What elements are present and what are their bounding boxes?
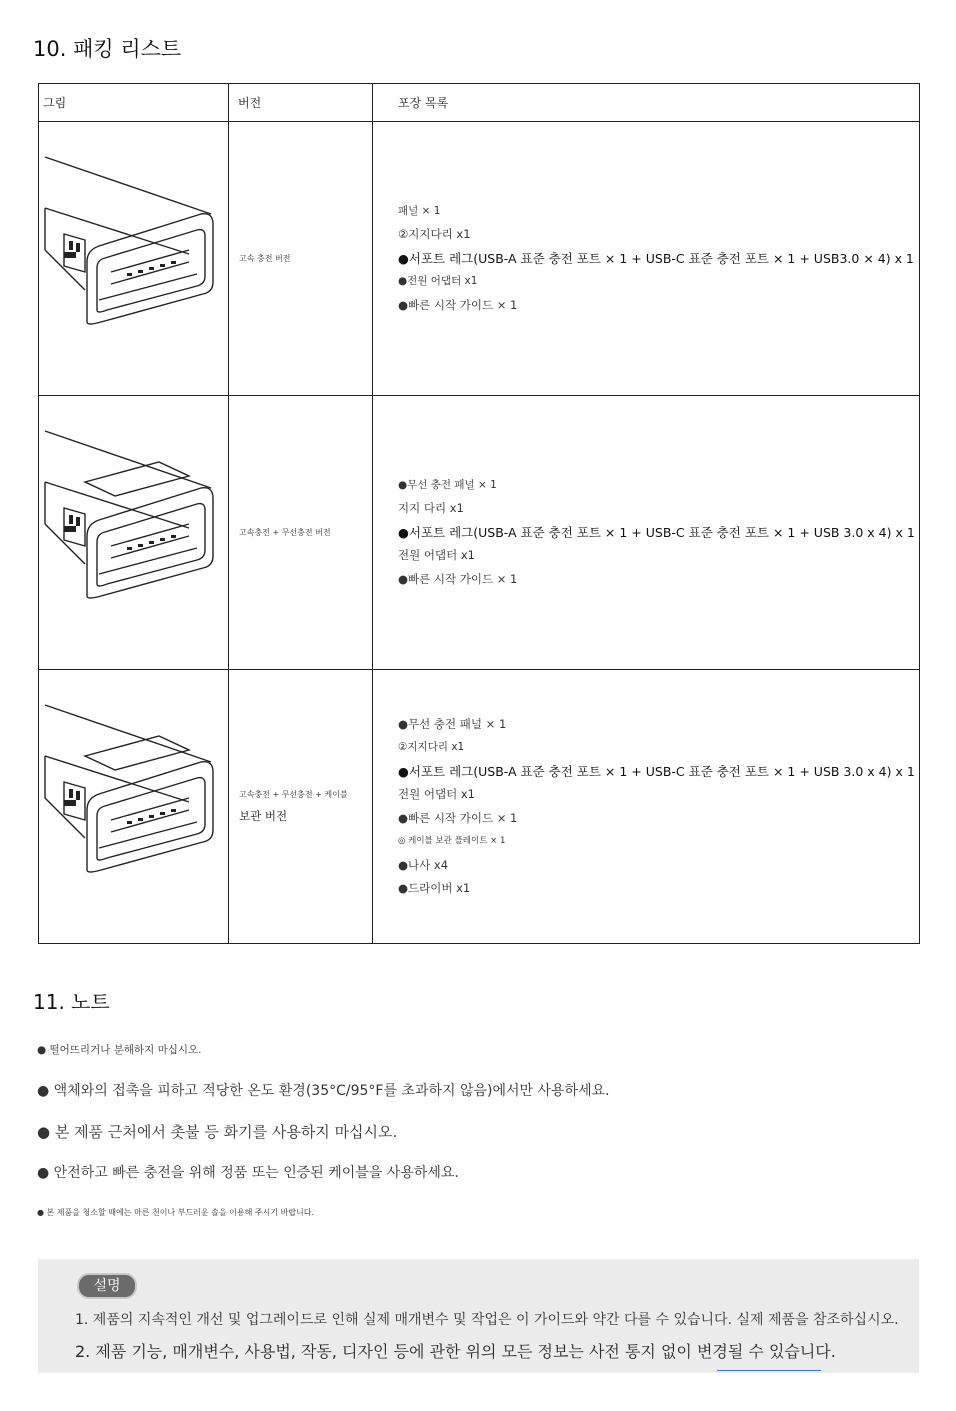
monitor-stand-wireless-charger-icon — [39, 396, 227, 669]
list-item: ●빠른 시작 가이드 × 1 — [398, 810, 518, 825]
list-item: 전원 어댑터 x1 — [398, 787, 475, 801]
version-cell — [229, 122, 373, 396]
description-box — [38, 1259, 919, 1373]
header-image: 그림 — [39, 84, 229, 122]
table-row — [39, 670, 920, 944]
packing-list-title: 10. 패킹 리스트 — [33, 37, 182, 61]
list-item: ●빠른 시작 가이드 × 1 — [398, 571, 518, 586]
notes-title: 11. 노트 — [33, 990, 110, 1014]
list-item: ●서포트 레그(USB-A 표준 충전 포트 × 1 + USB-C 표준 충전 포트 × 1 + USB 3.0 x 4) x 1 — [398, 763, 915, 779]
note-item: ● 안전하고 빠른 충전을 위해 정품 또는 인증된 케이블을 사용하세요. — [37, 1165, 459, 1181]
list-item: ●무선 충전 패널 × 1 — [398, 478, 497, 491]
list-item: ●서포트 레그(USB-A 표준 충전 포트 × 1 + USB-C 표준 충전 포트 × 1 + USB 3.0 x 4) x 1 — [398, 524, 915, 540]
package-list-cell — [373, 670, 920, 944]
version-label: 고속충전 + 무선충전 버전 — [239, 528, 331, 537]
list-item: 지지 다리 x1 — [398, 501, 464, 516]
package-list-cell — [373, 122, 920, 396]
list-item: 패널 × 1 — [398, 204, 441, 217]
list-item: ●무선 충전 패널 × 1 — [398, 716, 507, 731]
list-item: ●드라이버 x1 — [398, 881, 471, 895]
list-item: ②지지다리 x1 — [398, 227, 471, 242]
list-item: ●전원 어댑터 x1 — [398, 275, 478, 288]
note-item: ● 본 제품 근처에서 촛불 등 화기를 사용하지 마십시오. — [37, 1123, 398, 1141]
description-line: 1. 제품의 지속적인 개선 및 업그레이드로 인해 실제 매개변수 및 작업은 이 가이드와 약간 다를 수 있습니다. 실제 제품을 참조하십시오. — [75, 1312, 899, 1328]
table-row — [39, 396, 920, 670]
version-cell — [229, 396, 373, 670]
packing-table — [38, 83, 920, 944]
table-row — [39, 122, 920, 396]
version-label: 고속충전 + 무선충전 + 케이블 — [239, 790, 348, 799]
description-line: 2. 제품 기능, 매개변수, 사용법, 작동, 디자인 등에 관한 위의 모든 정보는 사전 통지 없이 변경될 수 있습니다. — [75, 1342, 836, 1361]
monitor-stand-usb-hub-icon — [39, 122, 227, 395]
note-item: ● 떨어뜨리거나 분해하지 마십시오. — [37, 1044, 202, 1056]
description-badge: 설명 — [77, 1273, 137, 1299]
version-label-continued: 보관 버전 — [239, 809, 288, 823]
header-version: 버전 — [229, 84, 373, 122]
list-item: ●나사 x4 — [398, 857, 449, 872]
product-image-cell — [39, 396, 229, 670]
note-item: ● 본 제품을 청소할 때에는 마른 천이나 부드러운 솔을 이용해 주시기 바랍니다. — [37, 1208, 315, 1217]
product-image-cell — [39, 122, 229, 396]
list-item: ◎ 케이블 보관 플레이트 × 1 — [398, 836, 506, 846]
package-list-cell — [373, 396, 920, 670]
header-package-list: 포장 목록 — [373, 84, 920, 122]
list-item: ●빠른 시작 가이드 × 1 — [398, 297, 518, 312]
version-cell — [229, 670, 373, 944]
table-header-row — [39, 84, 920, 122]
list-item: ②지지다리 x1 — [398, 741, 465, 753]
list-item: ●서포트 레그(USB-A 표준 충전 포트 × 1 + USB-C 표준 충전 포트 × 1 + USB3.0 × 4) x 1 — [398, 250, 914, 266]
note-item: ● 액체와의 접촉을 피하고 적당한 온도 환경(35°C/95°F를 초과하지 않음)에서만 사용하세요. — [37, 1083, 610, 1099]
version-label: 고속 충전 버전 — [239, 254, 291, 263]
accent-underline — [717, 1370, 821, 1371]
monitor-stand-wireless-cable-storage-icon — [39, 670, 227, 943]
product-image-cell — [39, 670, 229, 944]
list-item: 전원 어댑터 x1 — [398, 548, 475, 563]
